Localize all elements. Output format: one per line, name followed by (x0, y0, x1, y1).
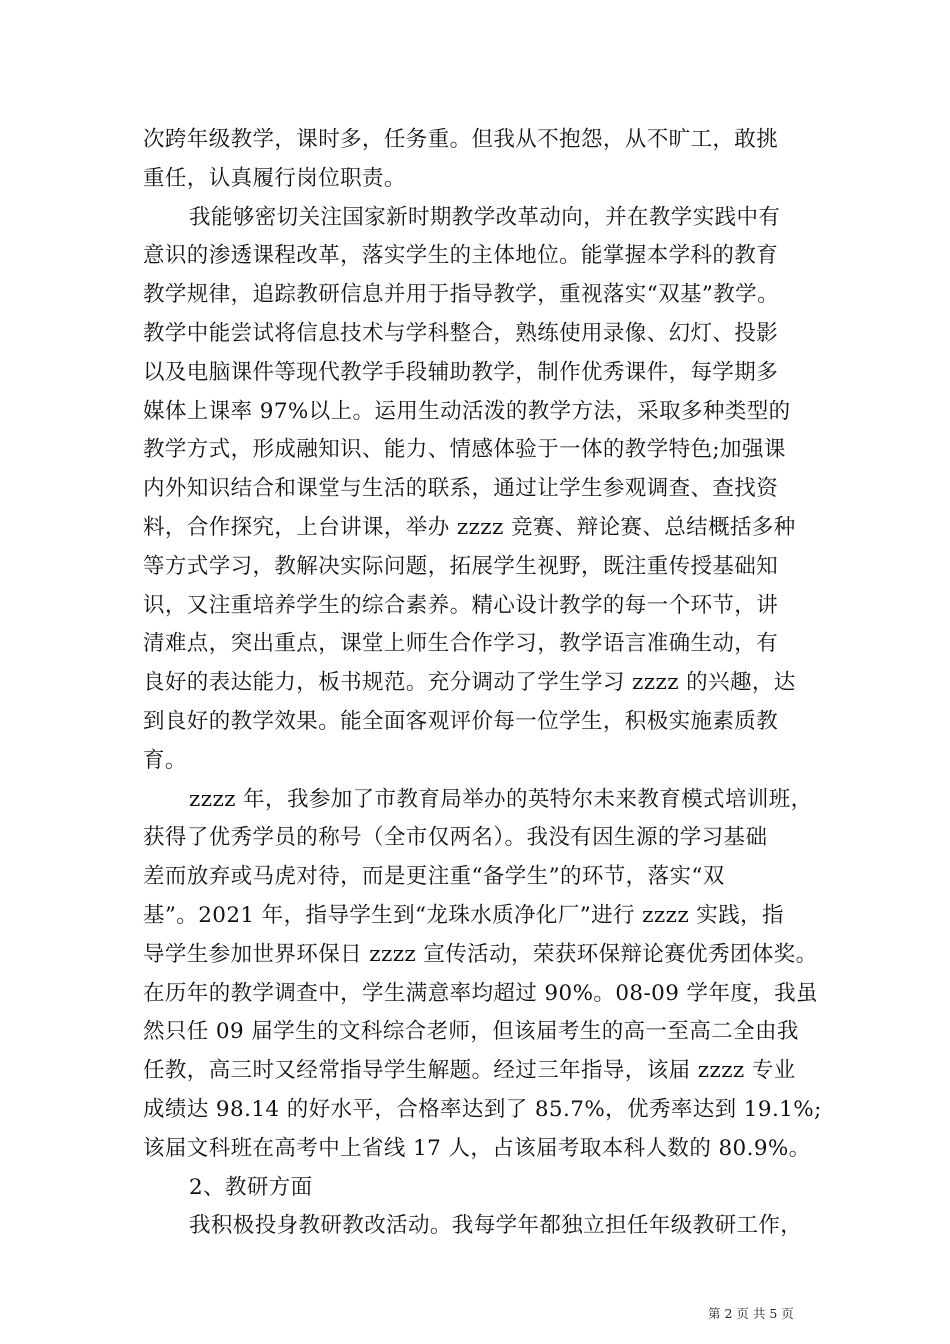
text-line: 内外知识结合和课堂与生活的联系，通过让学生参观调查、查找资 (143, 476, 779, 502)
text-line: 在历年的教学调查中，学生满意率均超过 90%。08-09 学年度，我虽 (143, 980, 818, 1006)
text-line: 意识的渗透课程改革，落实学生的主体地位。能掌握本学科的教育 (143, 243, 779, 269)
text-line: 获得了优秀学员的称号（全市仅两名）。我没有因生源的学习基础 (143, 825, 768, 851)
text-line: 任教，高三时又经常指导学生解题。经过三年指导，该届 zzzz 专业 (143, 1058, 796, 1084)
text-line: 教学规律，追踪教研信息并用于指导教学，重视落实“双基”教学。 (143, 282, 779, 308)
text-line: 良好的表达能力，板书规范。充分调动了学生学习 zzzz 的兴趣，达 (143, 670, 796, 696)
text-line: 清难点，突出重点，课堂上师生合作学习，教学语言准确生动，有 (143, 631, 779, 657)
text-line: 成绩达 98.14 的好水平，合格率达到了 85.7%，优秀率达到 19.1%; (143, 1096, 822, 1122)
text-line: 该届文科班在高考中上省线 17 人，占该届考取本科人数的 80.9%。 (143, 1135, 811, 1161)
text-line: 然只任 09 届学生的文科综合老师，但该届考生的高一至高二全由我 (143, 1019, 799, 1045)
text-line: 育。 (143, 747, 187, 773)
page-number: 第 2 页 共 5 页 (708, 1306, 794, 1321)
text-line: 媒体上课率 97%以上。运用生动活泼的教学方法，采取多种类型的 (143, 398, 791, 424)
text-line: 到良好的教学效果。能全面客观评价每一位学生，积极实施素质教 (143, 708, 779, 734)
text-line: 教学方式，形成融知识、能力、情感体验于一体的教学特色;加强课 (143, 437, 786, 463)
body-text (143, 121, 833, 1246)
paragraph-start-line: zzzz 年，我参加了市教育局举办的英特尔未来教育模式培训班， (189, 786, 813, 812)
text-line: 差而放弃或马虎对待，而是更注重“备学生”的环节，落实“双 (143, 864, 725, 890)
text-line: 教学中能尝试将信息技术与学科整合，熟练使用录像、幻灯、投影 (143, 320, 779, 346)
text-line: 识，又注重培养学生的综合素养。精心设计教学的每一个环节，讲 (143, 592, 779, 618)
text-line: 次跨年级教学，课时多，任务重。但我从不抱怨，从不旷工，敢挑 (143, 127, 779, 152)
text-line: 重任，认真履行岗位职责。 (143, 165, 406, 191)
section-heading: 2、教研方面 (189, 1174, 313, 1200)
text-line: 料，合作探究，上台讲课，举办 zzzz 竞赛、辩论赛、总结概括多种 (143, 514, 796, 540)
paragraph-start-line: 我能够密切关注国家新时期教学改革动向，并在教学实践中有 (189, 204, 781, 230)
text-line: 基”。2021 年，指导学生到“龙珠水质净化厂”进行 zzzz 实践，指 (143, 902, 784, 928)
text-line: 导学生参加世界环保日 zzzz 宣传活动，荣获环保辩论赛优秀团体奖。 (143, 941, 818, 967)
paragraph-start-line: 我积极投身教研教改活动。我每学年都独立担任年级教研工作， (189, 1213, 803, 1239)
text-line: 等方式学习，教解决实际问题，拓展学生视野，既注重传授基础知 (143, 553, 779, 579)
text-line: 以及电脑课件等现代教学手段辅助教学，制作优秀课件，每学期多 (143, 359, 779, 385)
